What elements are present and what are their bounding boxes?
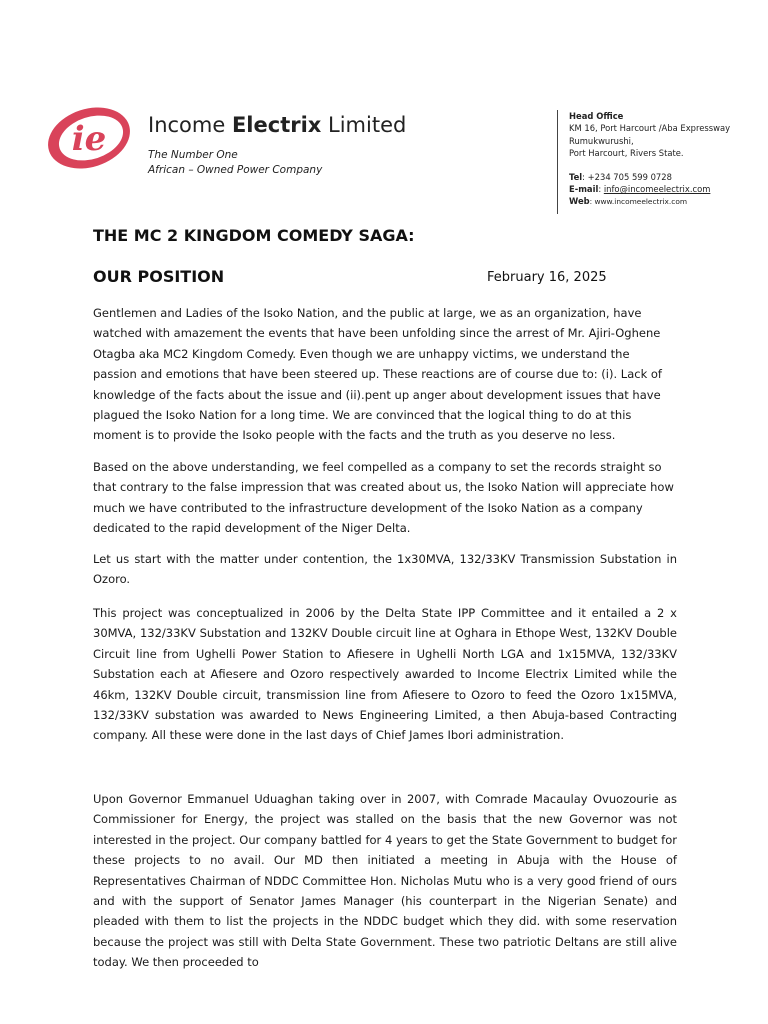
letterhead-divider: [557, 110, 558, 214]
body-paragraph: Let us start with the matter under contention, the 1x30MVA, 132/33KV Transmission Substation in Ozoro.: [93, 552, 677, 587]
company-tagline: The Number One African – Owned Power Company: [148, 149, 323, 176]
company-name: Income Electrix Limited: [148, 113, 407, 137]
telephone: Tel: +234 705 599 0728: [569, 171, 672, 182]
body-paragraph: Upon Governor Emmanuel Uduaghan taking over in 2007, with Comrade Macaulay Ovuozourie as Commissioner for Energy, the project was stalled on the basis that the new Governor was not interested in the project. Our company battled for 4 years to get the State Government to budget for these projects to no avail. Our MD then initiated a meeting in Abuja with the House of Representatives Chairman of NDDC Committee Hon. Nicholas Mutu who is a very good friend of ours and with the support of Senator James Manager (his counterpart in the Nigerian Senate) and pleaded with them to list the projects in the NDDC budget which they did. with some reservation because the project was still with Delta State Government. These two patriotic Deltans are still alive today. We then proceeded to: [93, 792, 677, 970]
body-paragraph: This project was conceptualized in 2006 by the Delta State IPP Committee and it entailed a 2 x 30MVA, 132/33KV Substation and 132KV Double circuit line at Oghara in Ethope West, 132KV Double Circuit line from Ughelli Power Station to Afiesere in Ughelli North LGA and 1x15MVA, 132/33KV Substation each at Afiesere and Ozoro respectively awarded to Income Electrix Limited while the 46km, 132KV Double circuit, transmission line from Afiesere to Ozoro to feed the Ozoro 1x15MVA, 132/33KV substation was awarded to News Engineering Limited, a then Abuja-based Contracting company. All these were done in the last days of Chief James Ibori administration.: [93, 606, 677, 743]
address-line: KM 16, Port Harcourt /Aba Expressway: [569, 123, 731, 134]
body-paragraph: Gentlemen and Ladies of the Isoko Nation, and the public at large, we as an organization, have watched with amazement the events that have been unfolding since the arrest of Mr. Ajiri-Oghene Otagba aka MC2 Kingdom Comedy. Even though we are unhappy victims, we understand the passion and emotions that have been steered up. These reactions are of course due to: (i). Lack of knowledge of the facts about the issue and (ii).pent up anger about development issues that have plagued the Isoko Nation for a long time. We are convinced that the logical thing to do at this moment is to provide the Isoko people with the facts and the truth as you deserve no less.: [93, 306, 662, 443]
logo-text: ie: [71, 119, 107, 159]
document-subtitle: OUR POSITION: [93, 267, 225, 286]
address-line: Rumukwurushi,: [569, 135, 634, 146]
email-link[interactable]: info@incomeelectrix.com: [603, 184, 711, 195]
office-heading: Head Office: [569, 111, 624, 121]
company-logo: [44, 105, 134, 171]
document-date: February 16, 2025: [487, 270, 607, 285]
email: E-mail: info@incomeelectrix.com: [569, 184, 711, 195]
document-title: THE MC 2 KINGDOM COMEDY SAGA:: [93, 226, 415, 245]
website: Web: www.incomeelectrix.com: [569, 196, 688, 207]
address-line: Port Harcourt, Rivers State.: [569, 148, 684, 159]
body-paragraph: Based on the above understanding, we feel compelled as a company to set the records straight so that contrary to the false impression that was created about us, the Isoko Nation will appreciate how much we have contributed to the infrastructure development of the Isoko Nation as a company dedicated to the rapid development of the Niger Delta.: [93, 460, 674, 536]
head-office-block: [569, 110, 730, 209]
